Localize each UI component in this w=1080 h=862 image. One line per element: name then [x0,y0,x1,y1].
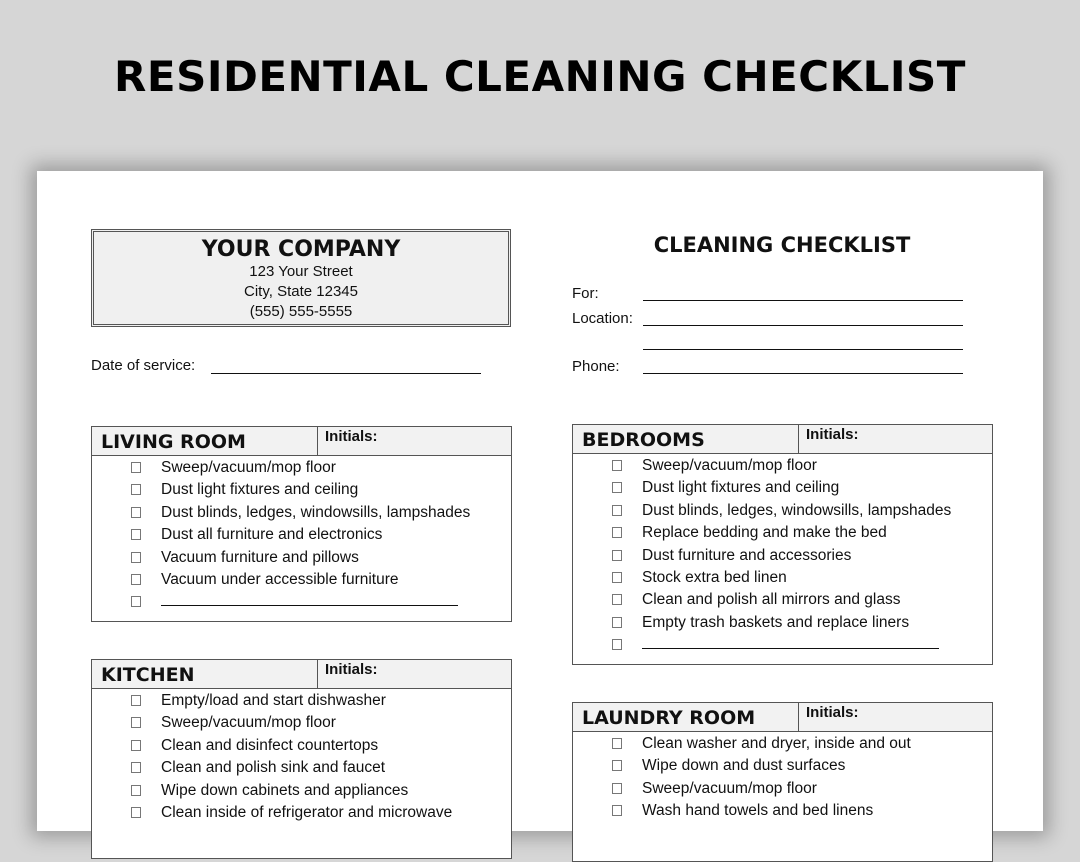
initials-label: Initials: [325,428,378,445]
checklist-item [573,500,992,522]
checkbox-icon[interactable] [612,738,622,749]
checkbox-icon[interactable] [131,762,141,773]
checkbox-icon[interactable] [131,740,141,751]
checklist-item [573,522,992,544]
company-phone: (555) 555-5555 [249,303,353,320]
checklist-title: CLEANING CHECKLIST [653,233,911,257]
checklist-item [92,757,511,779]
custom-item-field[interactable] [161,591,458,606]
checkbox-icon[interactable] [612,550,622,561]
checkbox-icon[interactable] [131,717,141,728]
checkbox-icon[interactable] [131,807,141,818]
date-of-service-label: Date of service: [91,357,196,374]
checkbox-icon[interactable] [131,529,141,540]
item-label: Sweep/vacuum/mop floor [161,714,336,732]
section-bedrooms [572,424,993,665]
checklist-items [573,454,992,657]
checkbox-icon[interactable] [131,785,141,796]
section-title: KITCHEN [92,660,318,688]
company-info-box [91,229,511,327]
item-label: Sweep/vacuum/mop floor [642,779,817,797]
checklist-item [92,457,511,479]
item-label: Dust light fixtures and ceiling [642,479,840,497]
date-of-service-field[interactable] [211,373,481,374]
checklist-item [92,780,511,802]
checklist-item [92,690,511,712]
checkbox-icon[interactable] [612,594,622,605]
checklist-item [92,712,511,734]
location-field-line-2[interactable] [643,349,963,350]
item-label: Dust light fixtures and ceiling [161,481,359,499]
checklist-item [573,567,992,589]
checklist-item [573,589,992,611]
checklist-item [573,778,992,800]
checkbox-icon[interactable] [131,552,141,563]
checklist-item [573,545,992,567]
checklist-document [37,171,1043,831]
checklist-item [92,524,511,546]
checkbox-icon[interactable] [612,805,622,816]
item-label: Sweep/vacuum/mop floor [161,459,336,476]
item-label: Stock extra bed linen [642,568,787,586]
checkbox-icon[interactable] [612,505,622,516]
item-label: Dust blinds, ledges, windowsills, lampshades [642,501,952,519]
item-label: Dust blinds, ledges, windowsills, lampshades [161,503,471,521]
company-city: City, State 12345 [244,283,358,300]
checkbox-icon[interactable] [131,695,141,706]
section-living-room [91,426,512,622]
checklist-items [92,456,511,614]
for-label: For: [572,285,599,302]
checklist-item [92,479,511,501]
item-label: Vacuum furniture and pillows [161,548,359,566]
item-label: Wash hand towels and bed linens [642,802,874,820]
location-label: Location: [572,310,633,327]
for-field[interactable] [643,300,963,301]
company-name: YOUR COMPANY [201,237,401,262]
checklist-item-custom [573,634,992,656]
phone-label: Phone: [572,358,620,375]
checklist-item-custom [92,591,511,613]
checkbox-icon[interactable] [131,462,141,473]
item-label: Clean and polish sink and faucet [161,759,386,777]
item-label: Clean washer and dryer, inside and out [642,735,911,752]
section-title: BEDROOMS [573,425,799,453]
checklist-item [92,802,511,824]
checkbox-icon[interactable] [131,596,141,607]
initials-label: Initials: [325,661,378,678]
phone-field[interactable] [643,373,963,374]
section-header [573,425,992,454]
item-label: Clean and disinfect countertops [161,736,379,754]
section-kitchen [91,659,512,859]
checkbox-icon[interactable] [612,572,622,583]
initials-label: Initials: [806,704,859,721]
checkbox-icon[interactable] [131,507,141,518]
item-label: Empty/load and start dishwasher [161,692,386,709]
checkbox-icon[interactable] [612,639,622,650]
item-label: Wipe down and dust surfaces [642,757,846,775]
checkbox-icon[interactable] [131,484,141,495]
checkbox-icon[interactable] [612,527,622,538]
item-label: Clean inside of refrigerator and microwave [161,803,453,821]
checkbox-icon[interactable] [612,783,622,794]
section-title: LIVING ROOM [92,427,318,455]
item-label: Replace bedding and make the bed [642,524,887,542]
checklist-item [573,477,992,499]
checklist-item [573,612,992,634]
checkbox-icon[interactable] [612,617,622,628]
checklist-items [573,732,992,823]
section-laundry-room [572,702,993,862]
item-label: Vacuum under accessible furniture [161,570,399,588]
item-label: Empty trash baskets and replace liners [642,613,910,631]
checklist-item [573,455,992,477]
banner-title: RESIDENTIAL CLEANING CHECKLIST [114,52,966,101]
checklist-item [573,800,992,822]
checklist-item [573,733,992,755]
checkbox-icon[interactable] [612,760,622,771]
item-label: Dust furniture and accessories [642,546,852,564]
checklist-item [573,755,992,777]
checklist-item [92,547,511,569]
checkbox-icon[interactable] [612,482,622,493]
item-label: Clean and polish all mirrors and glass [642,591,901,609]
section-title: LAUNDRY ROOM [573,703,799,731]
location-field[interactable] [643,325,963,326]
company-street: 123 Your Street [249,263,353,280]
section-header [92,427,511,456]
initials-label: Initials: [806,426,859,443]
checkbox-icon[interactable] [131,574,141,585]
item-label: Wipe down cabinets and appliances [161,781,409,799]
custom-item-field[interactable] [642,634,939,649]
item-label: Dust all furniture and electronics [161,526,383,544]
item-label: Sweep/vacuum/mop floor [642,457,817,474]
checklist-items [92,689,511,824]
checklist-item [92,502,511,524]
checklist-item [92,569,511,591]
section-header [573,703,992,732]
section-header [92,660,511,689]
checkbox-icon[interactable] [612,460,622,471]
checklist-item [92,735,511,757]
